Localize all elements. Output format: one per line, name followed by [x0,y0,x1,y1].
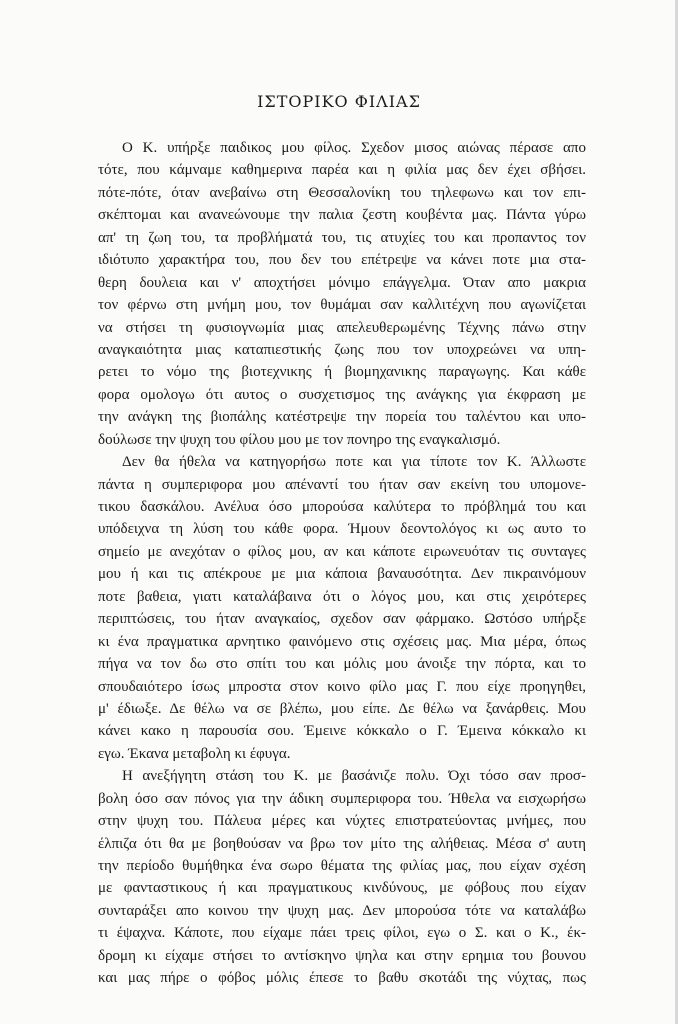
text-line: και μας πήρε ο φόβος μόλις έπεσε το βαθυ σκοτάδι της νύχτας, πως [98,970,586,987]
body-text [98,137,586,990]
text-line: ιδιότυπο χαρακτήρα του, που δεν του επέτρεψε να κάνει ποτε μια στα- [98,252,586,269]
text-line: δρομη κι είχαμε στήσει το αντίσκηνο ψηλα και στην ερημια του βουνου [98,947,586,964]
paragraph-3 [98,765,586,989]
text-line: βολη όσο σαν πόνος για την άδικη συμπεριφορα του. Ήθελα να εισχωρήσω [98,790,586,807]
text-line: την περίοδο θυμήθηκα ένα σωρο θέματα της φιλίας μας, που είχαν σχέση [98,858,586,874]
text-line: πότε-πότε, όταν ανεβαίνω στη Θεσσαλονίκη του τηλεφωνω και τον επι- [98,184,586,201]
text-line: εγω. Έκανα μεταβολη κι έφυγα. [98,745,291,762]
text-line: κι ένα πραγματικα αρνητικο φαινόμενο στις σχέσεις μας. Μια μέρα, όπως [98,633,586,650]
text-line: Δεν θα ήθελα να κατηγορήσω ποτε και για τίποτε τον Κ. Άλλωστε [122,454,586,471]
text-line: απ' τη ζωη του, τα προβλήματά του, τις ατυχίες του και προπαντος τον [98,229,586,246]
text-line: υπόδειχνα τη λύση του κάθε φορα. Ήμουν δεοντολόγος κι ως αυτο το [98,521,586,538]
text-line: συνταράξει απο κοινου την ψυχη μας. Δεν μπορούσα τότε να καταλάβω [98,902,586,919]
text-line: μ' έδιωξε. Δε θέλω να σε βλέπω, μου είπε. Δε θέλω να ξανάρθεις. Μου [98,700,586,717]
text-line: την ανάγκη της βιοπάλης κατέστρεψε την πορεία του ταλέντου και υπο- [98,409,586,426]
text-line: μου ή και τις απέκρουε με μια κάποια βαναυσότητα. Δεν πικραινόμουν [98,566,586,583]
text-line: αναγκαιότητα μιας καταπιεστικής ζωης που τον υποχρεώνει να υπη- [98,341,586,358]
paragraph-1 [98,137,586,451]
text-line: πήγα να τον δω στο σπίτι του και μόλις μου άνοιξε την πόρτα, και το [98,656,586,673]
text-line: περιπτώσεις, του ήταν αναγκαίος, σχεδον σαν φάρμακο. Ωστόσο υπήρξε [98,611,586,628]
text-line: τότε, που κάμναμε καθημερινα παρέα και η φιλία μας δεν έχει σβήσει. [98,162,586,179]
text-line: έλπιζα ότι θα με βοηθούσαν να βρω τον μίτο της αλήθειας. Μέσα σ' αυτη [98,835,586,852]
text-line: να στήσει τη φυσιογνωμία μιας απελευθερωμένης Τέχνης πάνω στην [98,319,586,336]
text-line: ποτε βαθεια, γιατι καταλάβαινα ότι ο λόγος μου, και στις χειρότερες [98,588,586,605]
text-line: τον φέρνω στη μνήμη μου, τον θυμάμαι σαν καλλιτέχνη που αγωνίζεται [98,297,586,314]
text-line: σημείο με ανεχόταν ο φίλος μου, αν και κάποτε ειρωνευόταν τις συνταγες [98,543,586,560]
text-line: θερη δουλεια και ν' αποχτήσει μόνιμο επάγγελμα. Όταν απο μακρια [98,274,586,291]
text-line: πάντα η συμπεριφορα μου απέναντί του ήταν σαν εκείνη του υπομονε- [98,476,586,493]
text-line: Η ανεξήγητη στάση του Κ. με βασάνιζε πολυ. Όχι τόσο σαν προσ- [122,768,586,785]
text-line: δούλωσε την ψυχη του φίλου μου με τον πονηρο της εναγκαλισμό. [98,431,501,448]
chapter-title: ΙΣΤΟΡΙΚΟ ΦΙΛΙΑΣ [257,92,421,111]
text-line: τικου δασκάλου. Ανέλυα όσο μπορούσα καλύτερα το πρόβλημά του και [98,499,586,515]
paragraph-2 [98,451,586,765]
text-line: ρετει το νόμο της βιοτεχνικης ή βιομηχανικης παραγωγης. Και κάθε [98,364,586,381]
text-line: Ο Κ. υπήρξε παιδικος μου φίλος. Σχεδον μισος αιώνας πέρασε απο [122,140,586,156]
text-line: στην ψυχη του. Πάλευα μέρες και νύχτες επιστρατεύοντας μνήμες, που [98,813,586,830]
text-line: τι έψαχνα. Κάποτε, που είχαμε πάει τρεις φίλοι, εγω ο Σ. και ο Κ., έκ- [98,925,586,942]
text-line: φορα ομολογω ότι αυτος ο συσχετισμος της ανάγκης για έκφραση με [98,386,586,403]
text-line: με φανταστικους ή και πραγματικους κινδύνους, με φόβους που είχαν [98,880,586,897]
text-line: σπουδαιότερο ίσως μπροστα στον κοινο φίλο μας Γ. που είχε προηγηθει, [98,678,586,695]
text-line: κάνει κακο η παρουσία σου. Έμεινε κόκκαλο ο Γ. Έμεινα κόκκαλο κι [98,723,586,740]
text-line: σκέπτομαι και ανανεώνουμε την παλια ζεστη κουβέντα μας. Πάντα γύρω [98,207,586,224]
